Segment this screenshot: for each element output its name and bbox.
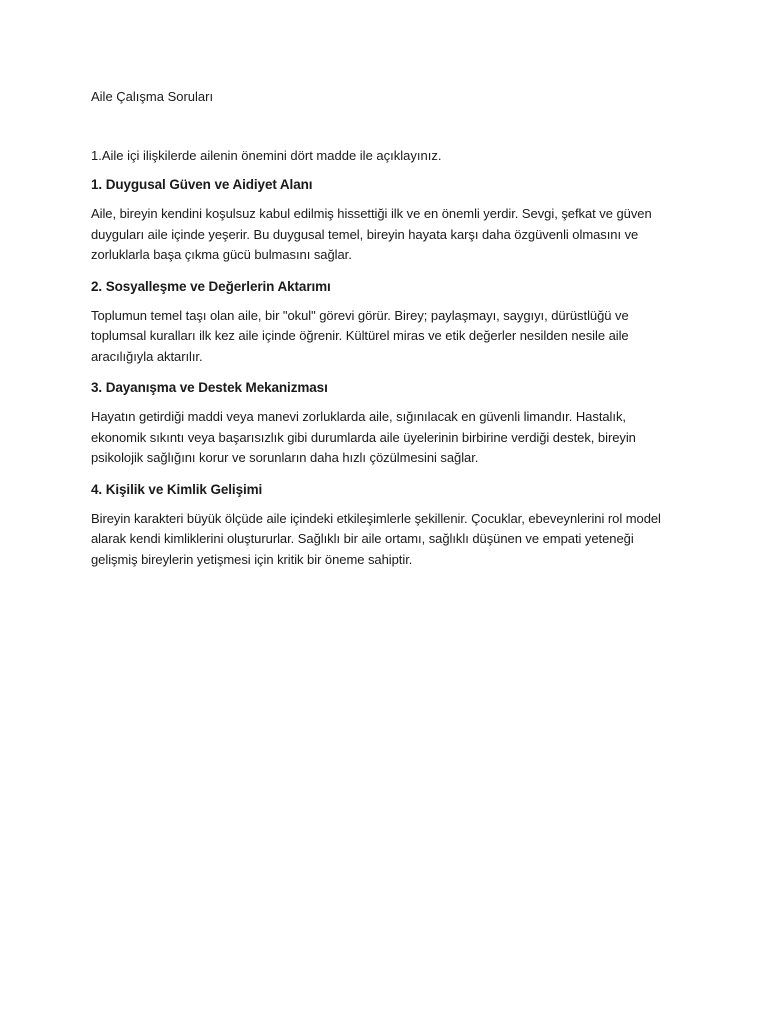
section-body-4: Bireyin karakteri büyük ölçüde aile içindeki etkileşimlerle şekillenir. Çocuklar, ebeveynlerini rol model alarak kendi kimliklerini oluştururlar. Sağlıklı bir aile ortamı, sağlıklı düşünen ve empati yeteneği gelişmiş bireylerin yetişmesi için kritik bir öneme sahiptir.	[91, 510, 661, 567]
section-body-3: Hayatın getirdiği maddi veya manevi zorluklarda aile, sığınılacak en güvenli limandır. Hastalık, ekonomik sıkıntı veya başarısızlık gibi durumlarda aile üyelerinin birbirine verdiği destek, bireyin psikolojik sağlığını korur ve sorunların daha hızlı çözülmesini sağlar.	[91, 409, 636, 465]
section-heading-4: 4. Kişilik ve Kimlik Gelişimi	[91, 481, 263, 497]
section-heading-2: 2. Sosyalleşme ve Değerlerin Aktarımı	[91, 278, 331, 294]
document-title: Aile Çalışma Soruları	[91, 89, 214, 104]
document-content	[91, 88, 681, 570]
question-text: 1.Aile içi ilişkilerde ailenin önemini dört madde ile açıklayınız.	[91, 148, 442, 163]
section-heading-1: 1. Duygusal Güven ve Aidiyet Alanı	[91, 177, 313, 192]
section-heading-3: 3. Dayanışma ve Destek Mekanizması	[91, 380, 328, 395]
section-body-2: Toplumun temel taşı olan aile, bir "okul" görevi görür. Birey; paylaşmayı, saygıyı, dürüstlüğü ve toplumsal kuralları ilk kez aile içinde öğrenir. Kültürel miras ve etik değerler nesilden nesile aile aracılığıyla aktarılır.	[91, 307, 629, 364]
section-body-1: Aile, bireyin kendini koşulsuz kabul edilmiş hissettiği ilk ve en önemli yerdir. Sevgi, şefkat ve güven duyguları aile içinde yeşerir. Bu duygusal temel, bireyin hayata karşı daha özgüvenli olmasını ve zorluklarla başa çıkma gücü bulmasını sağlar.	[91, 206, 652, 262]
